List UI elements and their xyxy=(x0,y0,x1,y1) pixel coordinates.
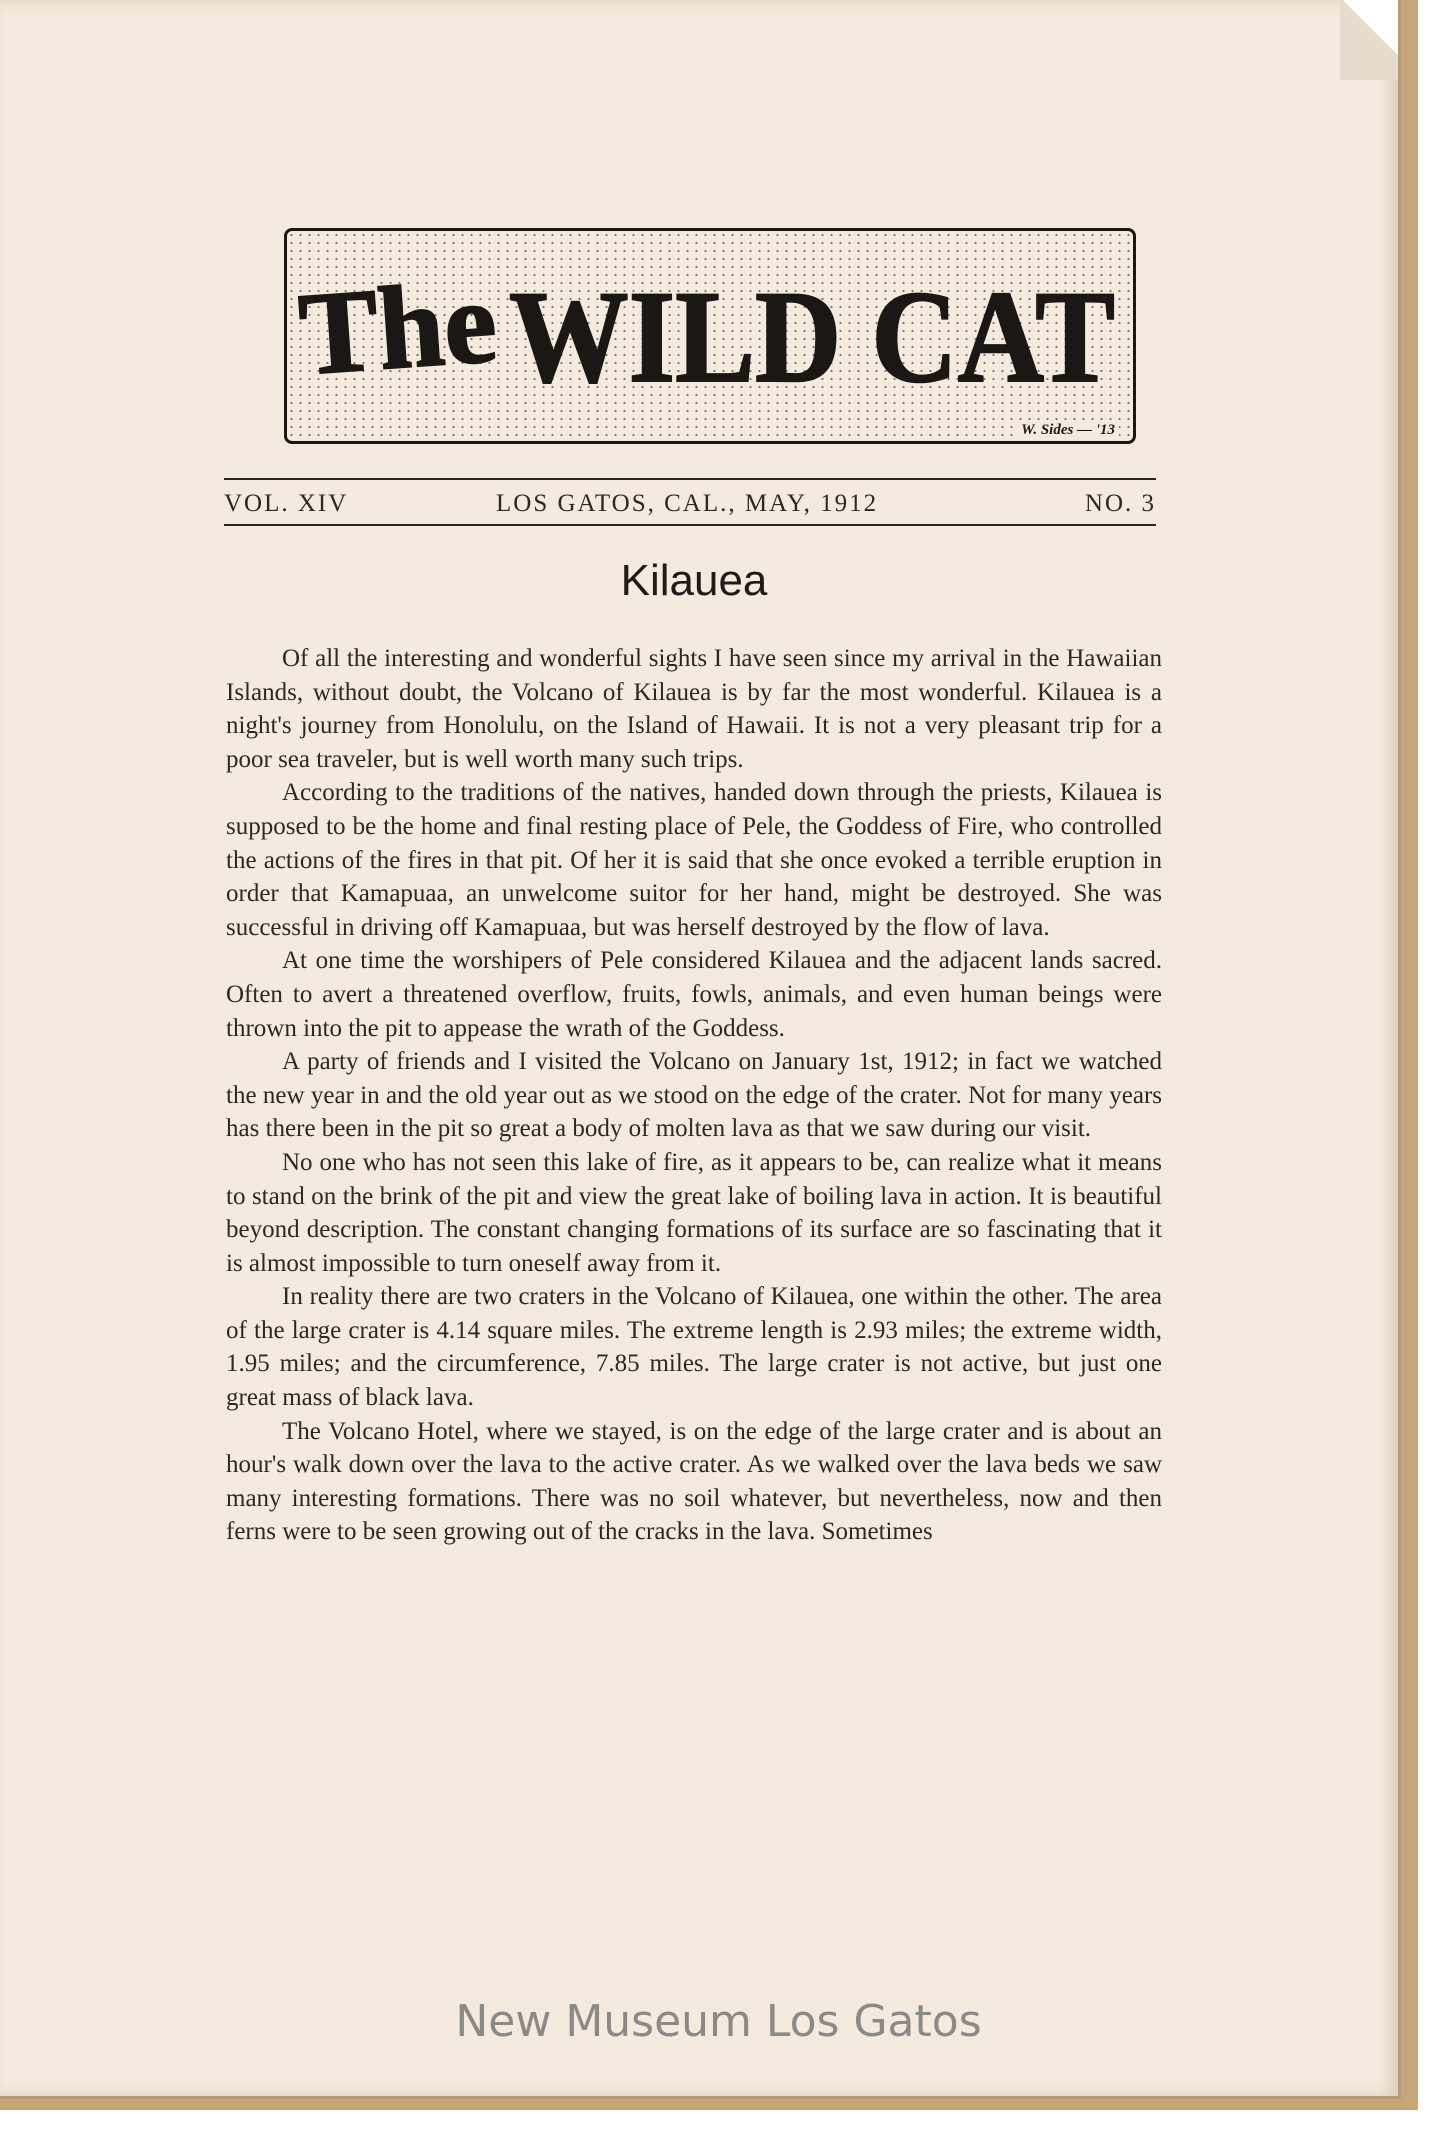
article-body xyxy=(226,642,1162,1549)
masthead-the: The xyxy=(295,255,501,401)
article-paragraph: No one who has not seen this lake of fire, as it appears to be, can realize what it means to stand on the brink of the pit and view the great lake of boiling lava in action. It is beautiful beyond description. The constant changing formations of its surface are so fascinating that it is almost impossible to turn oneself away from it. xyxy=(226,1148,1162,1277)
article-paragraph: At one time the worshipers of Pele considered Kilauea and the adjacent lands sacred. Often to avert a threatened overflow, fruits, fowls, animals, and even human beings were thrown into the pit to appease the wrath of the Goddess. xyxy=(226,947,1162,1042)
issue-number-label: NO. 3 xyxy=(1084,490,1156,517)
artist-signature: W. Sides — '13 xyxy=(1017,422,1119,439)
masthead-lettering xyxy=(287,231,1133,441)
article-paragraph: The Volcano Hotel, where we stayed, is on the edge of the large crater and is about an hour's walk down over the lava to the active crater. As we walked over the lava beds we saw many interesting formations. There was no soil whatever, but nevertheless, now and then ferns were to be seen growing out of the cracks in the lava. Sometimes xyxy=(226,1417,1162,1546)
header-bottom-rule xyxy=(224,524,1156,526)
article-paragraph: According to the traditions of the natives, handed down through the priests, Kilauea is supposed to be the home and final resting place of Pele, the Goddess of Fire, who controlled the actions of the fires in that pit. Of her it is said that she once evoked a terrible eruption in order that Kamapuaa, an unwelcome suitor for her hand, might be destroyed. She was successful in driving off Kamapuaa, but was herself destroyed by the flow of lava. xyxy=(226,779,1162,941)
masthead xyxy=(284,228,1136,444)
volume-label: VOL. XIV xyxy=(224,490,349,517)
article-paragraph: Of all the interesting and wonderful sights I have seen since my arrival in the Hawaiian Islands, without doubt, the Volcano of Kilauea is by far the most wonderful. Kilauea is a night's journey from Honolulu, on the Island of Hawaii. It is not a very pleasant trip for a poor sea traveler, but is well worth many such trips. xyxy=(226,645,1162,773)
article-paragraph: In reality there are two craters in the Volcano of Kilauea, one within the other. The area of the large crater is 4.14 square miles. The extreme length is 2.93 miles; the extreme width, 1.95 miles; and the circumference, 7.85 miles. The large crater is not active, but just one great mass of black lava. xyxy=(226,1283,1162,1412)
article-paragraph: A party of friends and I visited the Volcano on January 1st, 1912; in fact we watched the new year in and the old year out as we stood on the edge of the crater. Not for many years has there been in the pit so great a body of molten lava as that we saw during our visit. xyxy=(226,1048,1162,1143)
place-date-label: LOS GATOS, CAL., MAY, 1912 xyxy=(496,490,879,517)
article-title: Kilauea xyxy=(620,556,768,605)
masthead-title: WILD CAT xyxy=(509,263,1115,410)
issue-line xyxy=(224,490,1156,522)
museum-watermark: New Museum Los Gatos xyxy=(455,1996,982,2047)
folded-corner xyxy=(1340,0,1398,80)
header-top-rule xyxy=(224,478,1156,480)
